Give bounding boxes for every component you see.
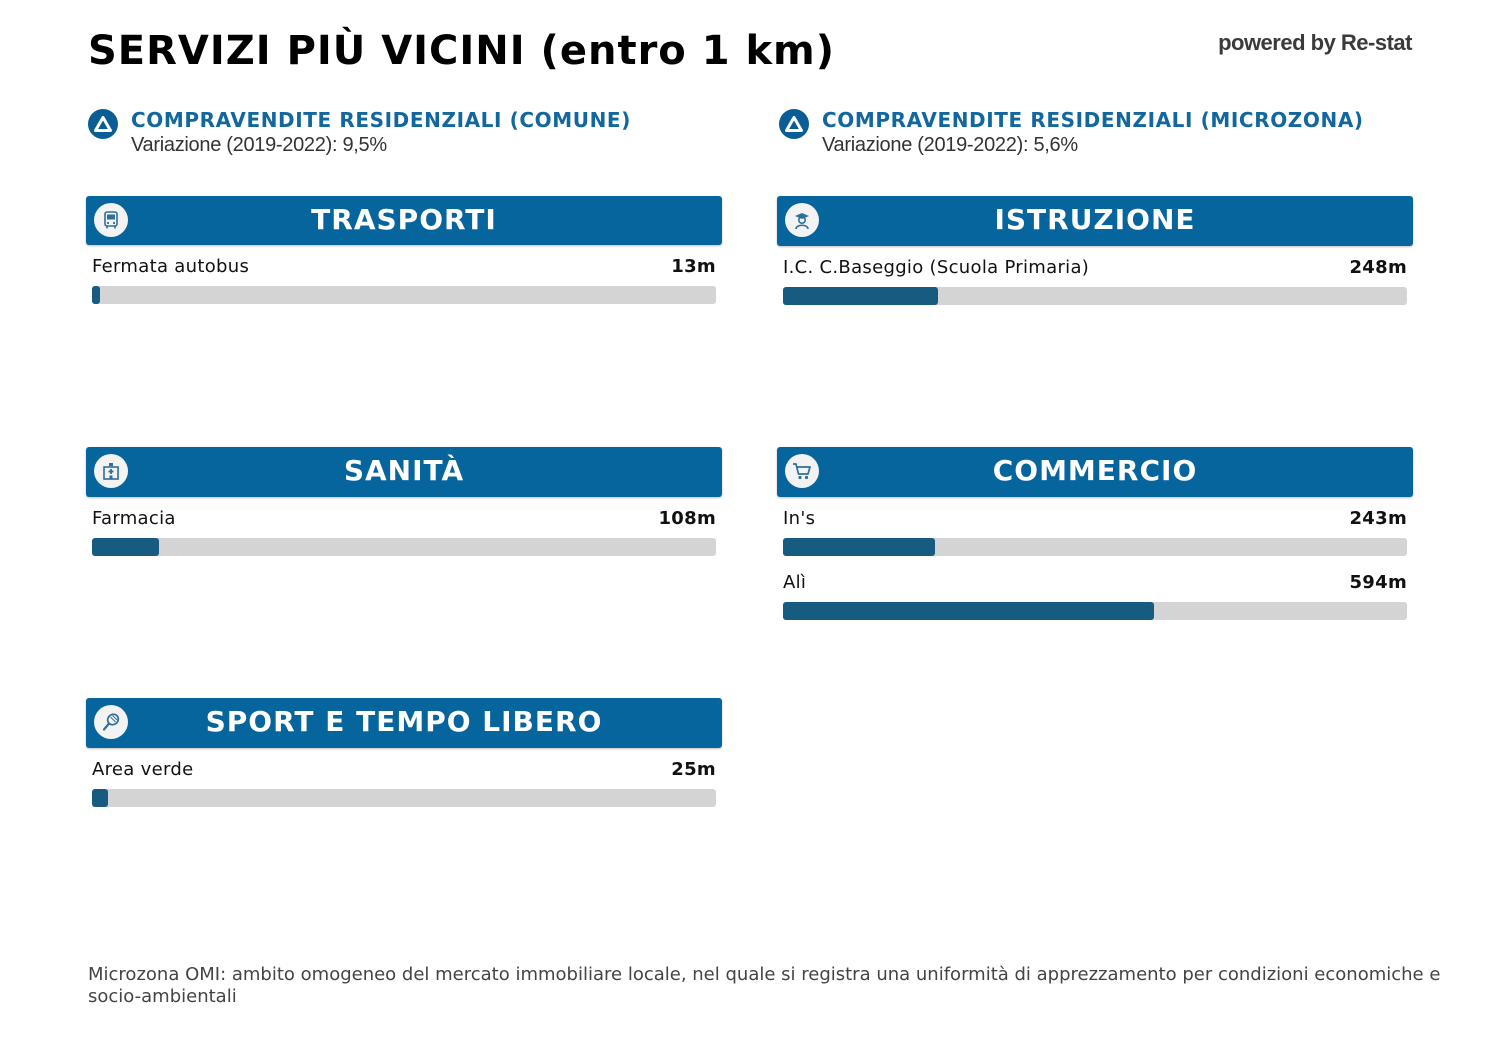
- service-distance: 248m: [1349, 257, 1407, 278]
- category-title: SANITÀ: [343, 454, 465, 487]
- list-item: [92, 245, 716, 309]
- list-item: [783, 561, 1407, 625]
- stat-comune: [88, 106, 631, 156]
- stat-title: COMPRAVENDITE RESIDENZIALI (COMUNE): [131, 108, 631, 132]
- service-name: Area verde: [92, 759, 194, 780]
- section-sport: [86, 698, 722, 812]
- category-title: COMMERCIO: [992, 454, 1198, 487]
- triangle-up-icon: [779, 109, 809, 139]
- stat-subtitle: Variazione (2019-2022): 9,5%: [131, 134, 387, 156]
- section-sanita: [86, 447, 722, 561]
- list-item: [783, 497, 1407, 561]
- category-header: [86, 698, 722, 748]
- category-header: [86, 196, 722, 245]
- stat-microzona: [779, 106, 1364, 156]
- category-title: ISTRUZIONE: [994, 203, 1196, 236]
- category-header: [777, 196, 1413, 246]
- category-title: TRASPORTI: [311, 203, 497, 236]
- distance-bar-track: [92, 286, 716, 304]
- distance-bar-fill: [92, 789, 108, 807]
- list-item: [783, 246, 1407, 310]
- service-name: Alì: [783, 572, 807, 593]
- distance-bar-fill: [783, 287, 938, 305]
- page-title: SERVIZI PIÙ VICINI (entro 1 km): [88, 28, 836, 74]
- service-name: Fermata autobus: [92, 256, 250, 277]
- footer-note: Microzona OMI: ambito omogeneo del mercato immobiliare locale, nel quale si registra una uniformità di apprezzamento per condizioni economiche e socio-ambientali: [88, 964, 1441, 1007]
- distance-bar-track: [783, 538, 1407, 556]
- service-distance: 25m: [671, 759, 716, 780]
- distance-bar-track: [783, 602, 1407, 620]
- service-name: I.C. C.Baseggio (Scuola Primaria): [783, 257, 1090, 278]
- distance-bar-track: [92, 538, 716, 556]
- distance-bar-fill: [92, 538, 159, 556]
- section-istruzione: [777, 196, 1413, 310]
- list-item: [92, 748, 716, 812]
- service-name: In's: [783, 508, 816, 529]
- category-title: SPORT E TEMPO LIBERO: [205, 705, 603, 738]
- service-distance: 13m: [671, 256, 716, 277]
- powered-by-logo: powered by Re-stat: [1218, 30, 1412, 55]
- stat-subtitle: Variazione (2019-2022): 5,6%: [822, 134, 1078, 156]
- section-commercio: [777, 447, 1413, 625]
- distance-bar-fill: [92, 286, 100, 304]
- category-header: [86, 447, 722, 497]
- section-trasporti: [86, 196, 722, 309]
- list-item: [92, 497, 716, 561]
- distance-bar-track: [92, 789, 716, 807]
- service-distance: 243m: [1349, 508, 1407, 529]
- distance-bar-track: [783, 287, 1407, 305]
- distance-bar-fill: [783, 538, 935, 556]
- service-distance: 108m: [658, 508, 716, 529]
- triangle-up-icon: [88, 109, 118, 139]
- service-distance: 594m: [1349, 572, 1407, 593]
- category-header: [777, 447, 1413, 497]
- stat-title: COMPRAVENDITE RESIDENZIALI (MICROZONA): [822, 108, 1364, 132]
- distance-bar-fill: [783, 602, 1154, 620]
- service-name: Farmacia: [92, 508, 176, 529]
